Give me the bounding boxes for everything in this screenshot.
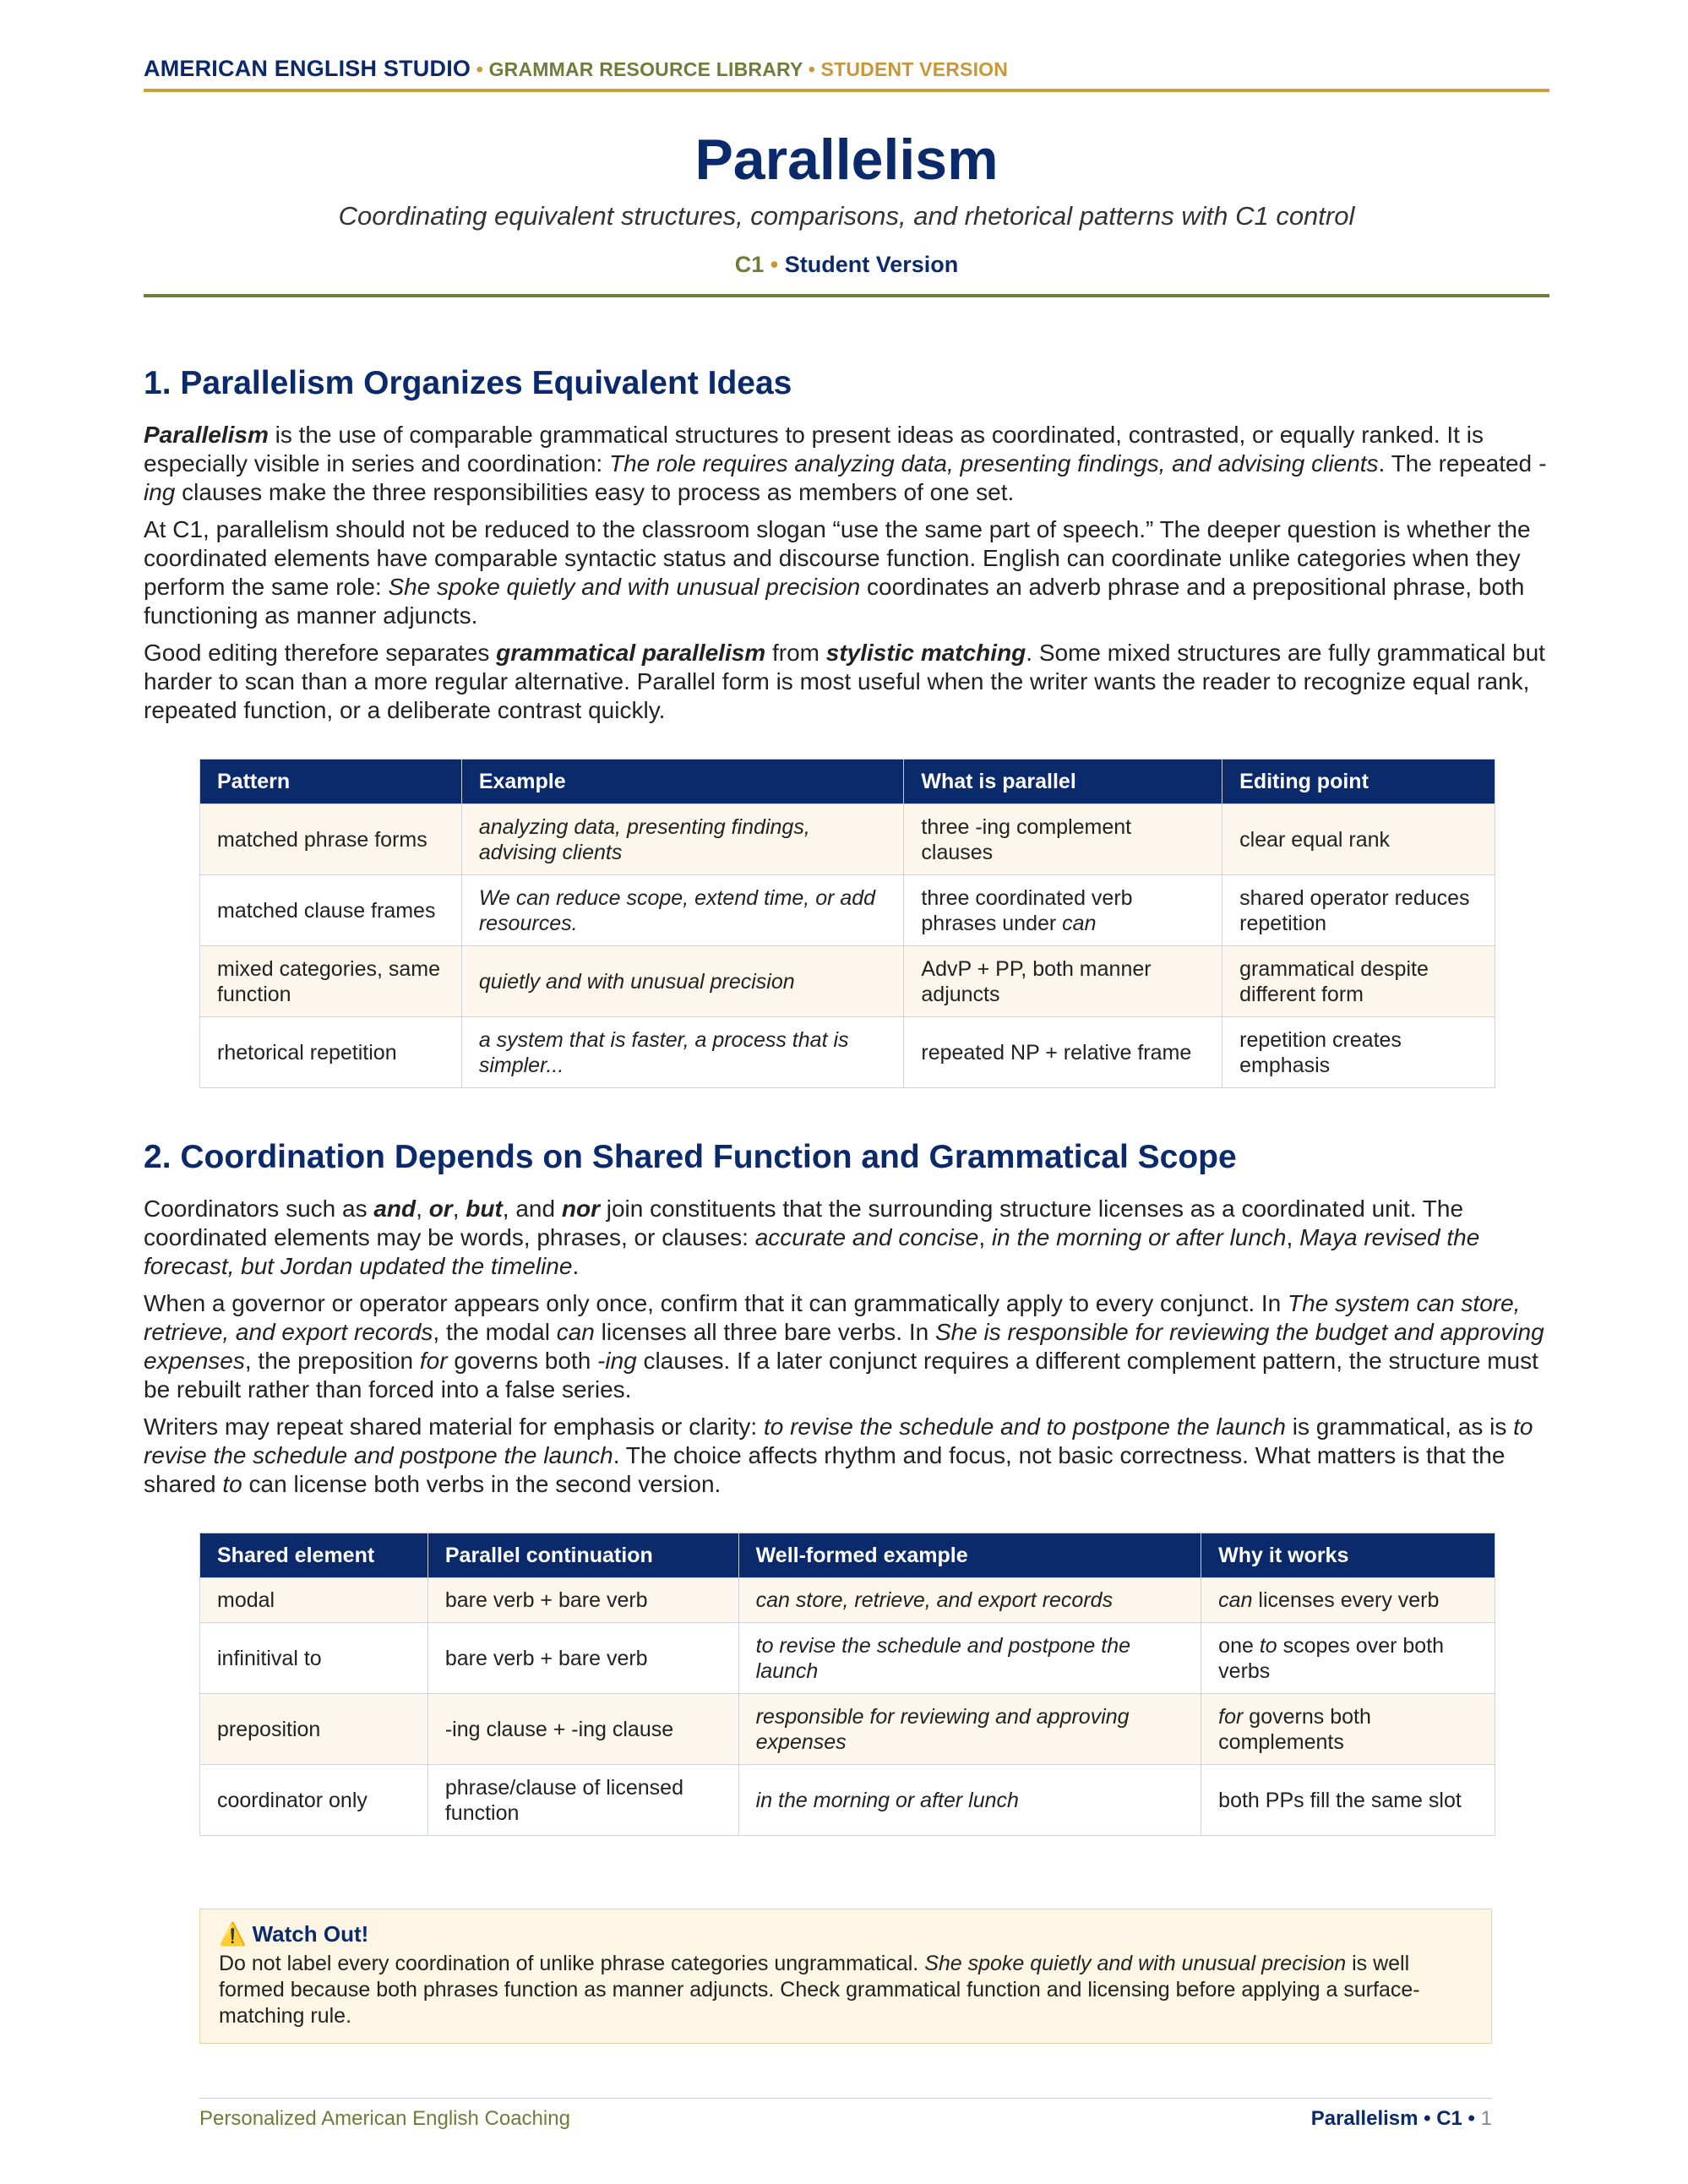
table-row — [200, 804, 1495, 875]
column-header: What is parallel — [904, 760, 1222, 804]
text: , — [452, 1195, 466, 1222]
table-cell: both PPs fill the same slot — [1201, 1765, 1495, 1836]
column-header: Shared element — [200, 1533, 428, 1578]
section-heading: 2. Coordination Depends on Shared Function and Grammatical Scope — [144, 1139, 1237, 1175]
table-cell: mixed categories, same function — [200, 946, 462, 1017]
text: governs both — [447, 1348, 598, 1374]
patterns-table — [199, 759, 1495, 1088]
table-cell — [904, 875, 1222, 946]
header-divider — [144, 294, 1549, 297]
term: Parallelism — [144, 422, 269, 448]
table-cell: We can reduce scope, extend time, or add resources. — [461, 875, 904, 946]
version-label: STUDENT VERSION — [820, 58, 1009, 80]
text: Coordinators such as — [144, 1195, 374, 1222]
text: , the modal — [433, 1319, 557, 1345]
paragraph — [144, 1195, 1549, 1281]
text: three coordinated verb phrases under — [921, 885, 1133, 935]
text: to — [1259, 1633, 1277, 1658]
text: join constituents that the surrounding structure licenses as a coordinated unit. The coordinated elements may be words, phrases, or clauses: — [144, 1195, 1464, 1250]
term: stylistic matching — [825, 640, 1026, 666]
table-cell: repeated NP + relative frame — [904, 1017, 1222, 1088]
warning-icon: ⚠️ — [219, 1921, 247, 1947]
callout-title — [219, 1921, 1473, 1947]
text: Writers may repeat shared material for emphasis or clarity: — [144, 1413, 764, 1440]
table-header-row — [200, 760, 1495, 804]
paragraph — [144, 1289, 1549, 1404]
text: . The repeated — [1378, 450, 1538, 477]
text: . The choice affects rhythm and focus, not basic correctness. What matters is that the shared — [144, 1442, 1506, 1497]
page-subtitle: Coordinating equivalent structures, comparisons, and rhetorical patterns with C1 control — [338, 201, 1355, 231]
text: scopes over both verbs — [1218, 1633, 1445, 1683]
watch-out-callout — [199, 1909, 1492, 2044]
column-header: Editing point — [1222, 760, 1495, 804]
table-row — [200, 1017, 1495, 1088]
paragraph — [144, 421, 1549, 507]
table-row — [200, 1578, 1495, 1623]
page-footer — [199, 2098, 1492, 2130]
text: can license both verbs in the second version. — [242, 1471, 721, 1497]
section-heading: 1. Parallelism Organizes Equivalent Ideas — [144, 365, 792, 401]
text: is the use of comparable grammatical structures to present ideas as coordinated, contrasted, or equally ranked. It is especially visible in series and coordination: — [144, 422, 1484, 477]
text: , — [416, 1195, 429, 1222]
page-number: 1 — [1480, 2107, 1492, 2130]
table-cell: phrase/clause of licensed function — [427, 1765, 738, 1836]
column-header: Why it works — [1201, 1533, 1495, 1578]
example: for — [419, 1348, 448, 1374]
text: is grammatical, as is — [1285, 1413, 1514, 1440]
example: to revise the schedule and to postpone the launch — [763, 1413, 1286, 1440]
table-cell: modal — [200, 1578, 428, 1623]
paragraph — [144, 639, 1549, 725]
text: one — [1218, 1633, 1260, 1658]
page-title: Parallelism — [694, 128, 999, 192]
example: in the morning or after lunch — [991, 1224, 1287, 1250]
callout-title-text: Watch Out! — [252, 1921, 369, 1947]
table-cell: clear equal rank — [1222, 804, 1495, 875]
column-header: Example — [461, 760, 904, 804]
footer-left: Personalized American English Coaching — [199, 2107, 570, 2130]
example: She is responsible for reviewing the budget and approving expenses — [144, 1319, 1544, 1374]
text: At C1, parallelism should not be reduced to the classroom slogan “use the same part of speech.” The deeper question is whether the coordinated elements have comparable syntactic status and discourse function. English can coordinate unlike categories when they perform the same role: — [144, 516, 1531, 600]
text: When a governor or operator appears only once, confirm that it can grammatically apply to every conjunct. In — [144, 1290, 1288, 1316]
separator: • — [808, 58, 815, 80]
text: licenses every verb — [1252, 1588, 1440, 1612]
table-row — [200, 1765, 1495, 1836]
text: governs both complements — [1218, 1704, 1371, 1754]
separator: • — [770, 252, 779, 278]
table-cell: coordinator only — [200, 1765, 428, 1836]
text: . Some mixed structures are fully grammatical but harder to scan than a more regular alternative. Parallel form is most useful when the writer wants the reader to recognize equal rank, repeated function, or a deliberate contrast quickly. — [144, 640, 1545, 723]
level-version: Student Version — [784, 252, 959, 278]
term: or — [428, 1195, 453, 1222]
column-header: Pattern — [200, 760, 462, 804]
example: The system can store, retrieve, and export records — [144, 1290, 1521, 1345]
example: can — [556, 1319, 595, 1345]
table-row — [200, 875, 1495, 946]
text: clauses. If a later conjunct requires a different complement pattern, the structure must be rebuilt rather than forced into a false series. — [144, 1348, 1538, 1402]
level-line — [144, 252, 1549, 278]
text: licenses all three bare verbs. In — [594, 1319, 935, 1345]
table-cell: analyzing data, presenting findings, advising clients — [461, 804, 904, 875]
text: Do not label every coordination of unlike phrase categories ungrammatical. — [219, 1952, 925, 1975]
table-cell: in the morning or after lunch — [738, 1765, 1201, 1836]
text: . — [572, 1253, 580, 1279]
text: , and — [502, 1195, 562, 1222]
text: Good editing therefore separates — [144, 640, 497, 666]
footer-doc-label: Parallelism • C1 • — [1310, 2107, 1475, 2130]
table-cell: preposition — [200, 1694, 428, 1765]
footer-right — [1311, 2107, 1492, 2131]
table-cell: bare verb + bare verb — [427, 1623, 738, 1694]
table-row — [200, 1623, 1495, 1694]
table-cell — [1201, 1578, 1495, 1623]
table-cell: a system that is faster, a process that is simpler... — [461, 1017, 904, 1088]
table-cell: infinitival to — [200, 1623, 428, 1694]
table-cell: repetition creates emphasis — [1222, 1017, 1495, 1088]
table-cell: bare verb + bare verb — [427, 1578, 738, 1623]
table-cell — [1201, 1694, 1495, 1765]
callout-text — [219, 1951, 1473, 2029]
separator: • — [476, 58, 483, 80]
term: and — [373, 1195, 417, 1222]
example: to revise the schedule and postpone the launch — [144, 1413, 1533, 1468]
table-cell: matched phrase forms — [200, 804, 462, 875]
text: for — [1218, 1704, 1244, 1729]
text: can — [1218, 1588, 1253, 1612]
table-row — [200, 1694, 1495, 1765]
table-cell: responsible for reviewing and approving expenses — [738, 1694, 1201, 1765]
term: nor — [561, 1195, 600, 1222]
paragraph — [144, 515, 1549, 630]
example: to — [222, 1471, 242, 1497]
level-badge: C1 — [734, 252, 765, 278]
table-cell: -ing clause + -ing clause — [427, 1694, 738, 1765]
example: Maya revised the forecast, but Jordan updated the timeline — [144, 1224, 1480, 1279]
text: is well formed because both phrases function as manner adjuncts. Check grammatical function and licensing before applying a surface-matching rule. — [219, 1952, 1420, 2028]
table-cell: quietly and with unusual precision — [461, 946, 904, 1017]
table-header-row — [200, 1533, 1495, 1578]
example: accurate and concise — [754, 1224, 979, 1250]
table-cell: shared operator reduces repetition — [1222, 875, 1495, 946]
example: -ing — [597, 1348, 637, 1374]
text: , the preposition — [244, 1348, 420, 1374]
table-cell: rhetorical repetition — [200, 1017, 462, 1088]
table-cell: can store, retrieve, and export records — [738, 1578, 1201, 1623]
table-cell: to revise the schedule and postpone the launch — [738, 1623, 1201, 1694]
example: She spoke quietly and with unusual precision — [924, 1952, 1347, 1975]
section-2 — [144, 1139, 1549, 1836]
text: coordinates an adverb phrase and a prepositional phrase, both functioning as manner adjuncts. — [144, 574, 1525, 629]
column-header: Well-formed example — [738, 1533, 1201, 1578]
text: , — [978, 1224, 992, 1250]
table-cell: AdvP + PP, both manner adjuncts — [904, 946, 1222, 1017]
column-header: Parallel continuation — [427, 1533, 738, 1578]
table-cell — [1201, 1623, 1495, 1694]
table-cell: matched clause frames — [200, 875, 462, 946]
text: can — [1062, 911, 1097, 935]
term: grammatical parallelism — [496, 640, 766, 666]
term: but — [466, 1195, 503, 1222]
text: , — [1286, 1224, 1300, 1250]
table-cell: three -ing complement clauses — [904, 804, 1222, 875]
example: The role requires analyzing data, presenting findings, and advising clients — [608, 450, 1379, 477]
brand-name: AMERICAN ENGLISH STUDIO — [144, 56, 471, 81]
page-header — [144, 127, 1549, 278]
example: She spoke quietly and with unusual precision — [388, 574, 861, 600]
library-name: GRAMMAR RESOURCE LIBRARY — [488, 58, 803, 80]
paragraph — [144, 1413, 1549, 1499]
table-cell: grammatical despite different form — [1222, 946, 1495, 1017]
coordination-table — [199, 1533, 1495, 1836]
example: -ing — [144, 450, 1547, 505]
table-row — [200, 946, 1495, 1017]
top-banner — [144, 56, 1549, 92]
text: from — [765, 640, 826, 666]
section-1 — [144, 365, 1549, 1088]
main-content — [144, 365, 1549, 1836]
text: clauses make the three responsibilities easy to process as members of one set. — [175, 479, 1015, 505]
